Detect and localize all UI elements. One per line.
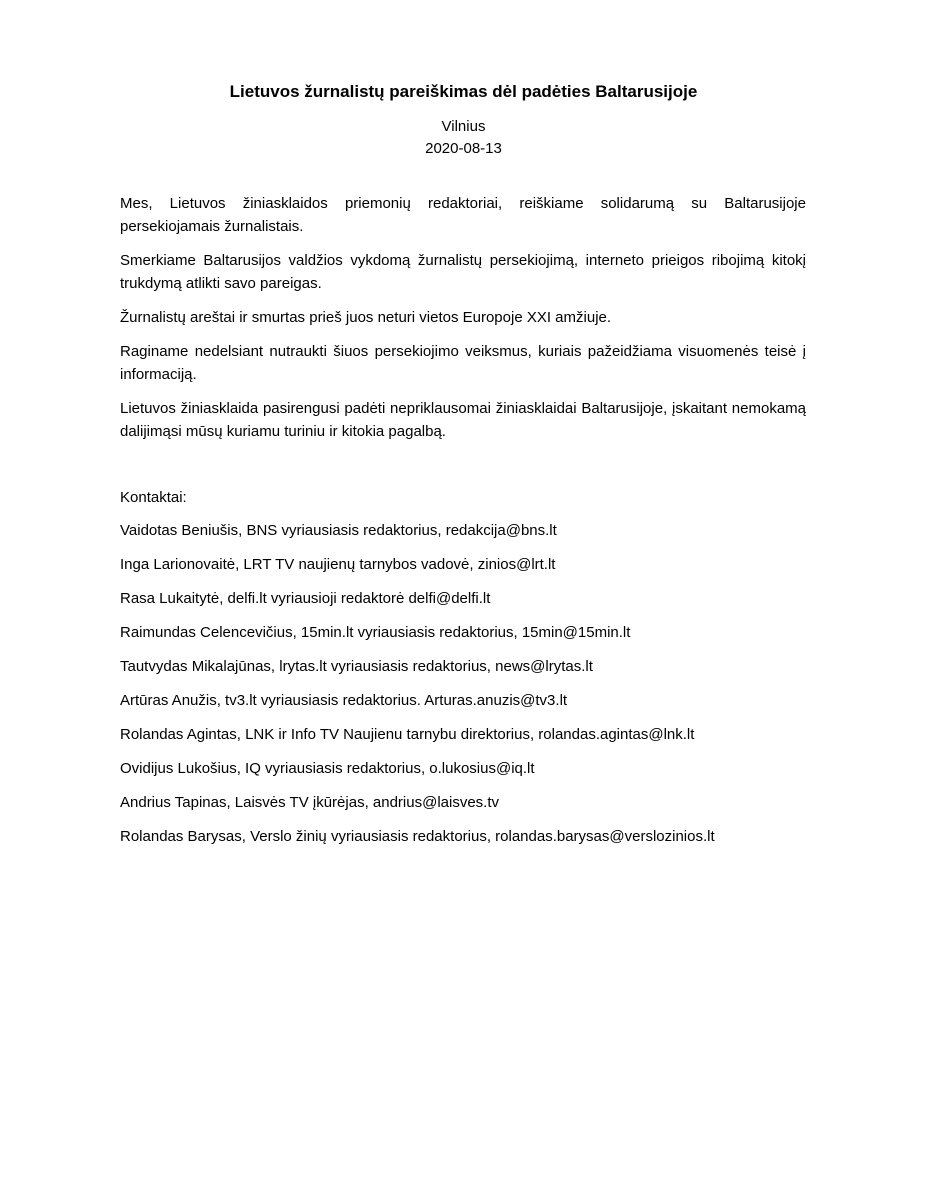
contact-entry: Artūras Anužis, tv3.lt vyriausiasis redaktorius. Arturas.anuzis@tv3.lt — [120, 692, 568, 709]
statement-paragraph: Smerkiame Baltarusijos valdžios vykdomą žurnalistų persekiojimą, interneto prieigos ribojimą kitokį trukdymą atlikti savo pareigas. — [120, 252, 806, 292]
contact-entry: Rolandas Agintas, LNK ir Info TV Naujienu tarnybu direktorius, rolandas.agintas@lnk.lt — [120, 726, 695, 743]
statement-paragraph: Lietuvos žiniasklaida pasirengusi padėti nepriklausomai žiniasklaidai Baltarusijoje, įskaitant nemokamą dalijimąsi mūsų kuriamu turiniu ir kitokia pagalbą. — [120, 400, 806, 440]
statement-paragraph: Mes, Lietuvos žiniasklaidos priemonių redaktoriai, reiškiame solidarumą su Baltarusijoje persekiojamais žurnalistais. — [120, 195, 806, 235]
contact-entry: Raimundas Celencevičius, 15min.lt vyriausiasis redaktorius, 15min@15min.lt — [120, 624, 631, 641]
contact-entry: Ovidijus Lukošius, IQ vyriausiasis redaktorius, o.lukosius@iq.lt — [120, 760, 535, 777]
contact-entry: Vaidotas Beniušis, BNS vyriausiasis redaktorius, redakcija@bns.lt — [120, 522, 557, 539]
contact-entry: Rasa Lukaitytė, delfi.lt vyriausioji redaktorė delfi@delfi.lt — [120, 590, 491, 607]
document-title: Lietuvos žurnalistų pareiškimas dėl padėties Baltarusijoje — [229, 82, 698, 101]
contact-entry: Andrius Tapinas, Laisvės TV įkūrėjas, andrius@laisves.tv — [120, 794, 500, 811]
contact-entry: Rolandas Barysas, Verslo žinių vyriausiasis redaktorius, rolandas.barysas@verslozinios.lt — [120, 828, 715, 845]
statement-paragraph: Raginame nedelsiant nutraukti šiuos persekiojimo veiksmus, kuriais pažeidžiama visuomenės teisė į informaciją. — [120, 343, 806, 383]
contacts-heading: Kontaktai: — [120, 489, 187, 506]
statement-paragraph: Žurnalistų areštai ir smurtas prieš juos neturi vietos Europoje XXI amžiuje. — [120, 309, 612, 326]
contacts-list — [120, 520, 840, 860]
document-date: 2020-08-13 — [425, 140, 502, 157]
contact-entry: Tautvydas Mikalajūnas, lrytas.lt vyriausiasis redaktorius, news@lrytas.lt — [120, 658, 593, 675]
document-place: Vilnius — [441, 118, 486, 135]
statement-body — [120, 192, 806, 454]
contact-entry: Inga Larionovaitė, LRT TV naujienų tarnybos vadovė, zinios@lrt.lt — [120, 556, 556, 573]
